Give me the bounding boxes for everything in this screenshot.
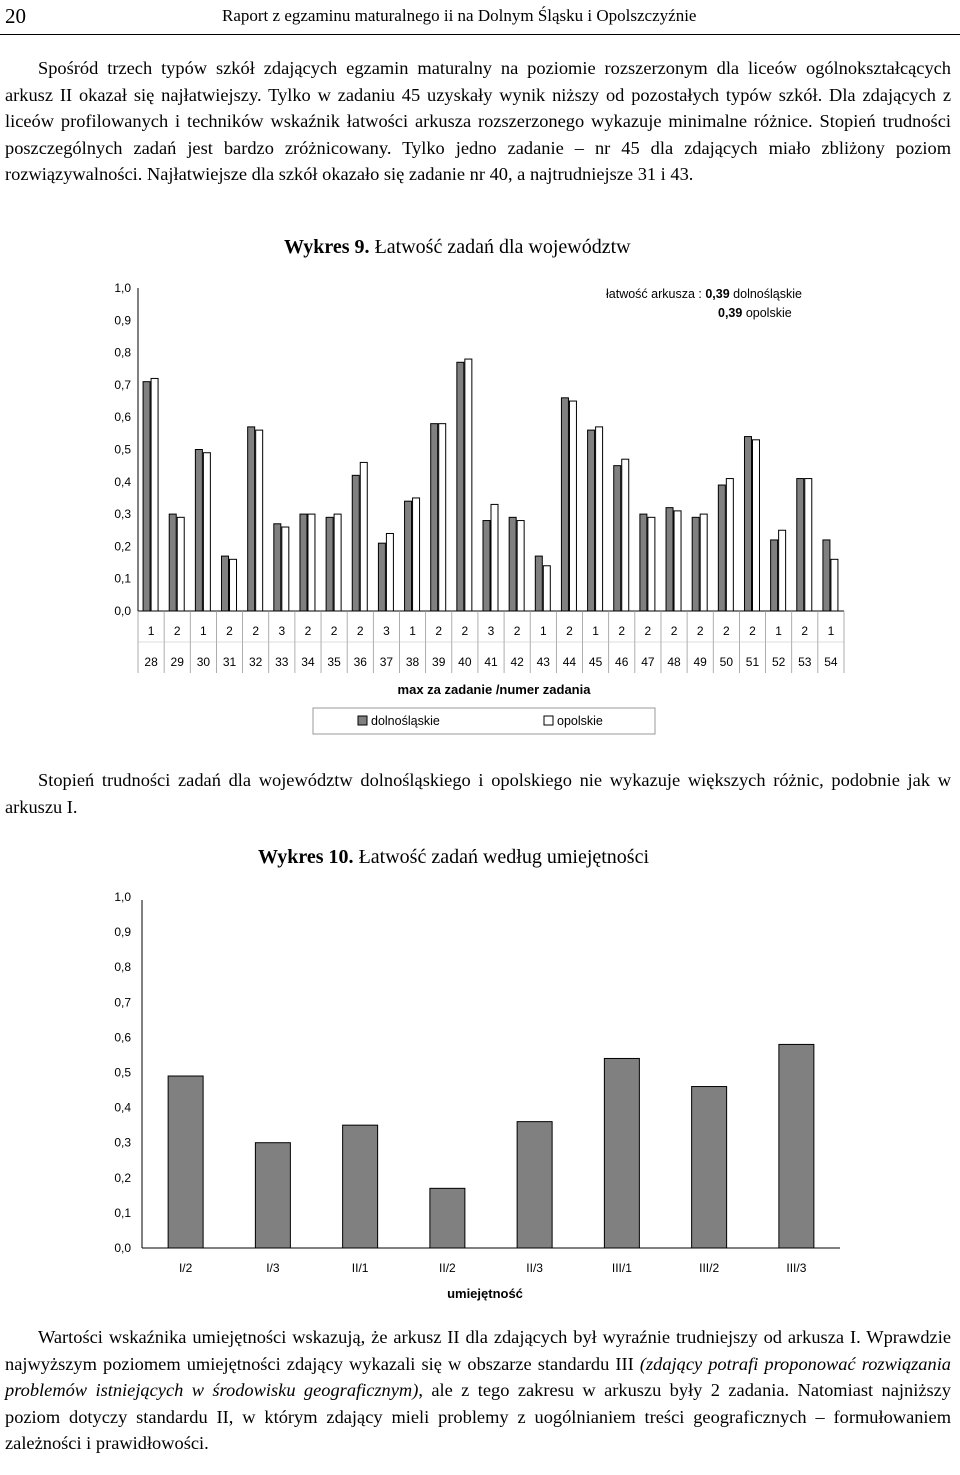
chart1-bar-dolnoslaskie (274, 524, 281, 611)
chart1-max-points-label: 2 (670, 624, 678, 638)
chart1-bar-opolskie (752, 440, 759, 611)
chart1-bar-opolskie (465, 359, 472, 611)
chart1-max-points-label: 1 (592, 624, 599, 638)
chart1-bar-dolnoslaskie (535, 556, 542, 611)
chart1-bar-dolnoslaskie (823, 540, 830, 611)
chart2-y-ticks (114, 890, 131, 1255)
chart1-task-number-label: 53 (798, 655, 812, 669)
chart1-bar-opolskie (648, 517, 655, 611)
chart2-figure (0, 880, 960, 1310)
paragraph-skills-part2: , ale z tego zakresu w arkuszu były 2 zadania. Natomiast najniższy poziom dotyczy standardu II, w którym zdający mieli problemy z uogólnianiem treści geograficznych – formułowaniem zależności i prawidłowości. (5, 1380, 952, 1453)
chart2-x-axis-title: umiejętność (447, 1286, 523, 1301)
chart1-bar-dolnoslaskie (692, 517, 699, 611)
legend-swatch-opolskie (544, 716, 553, 725)
chart2-x-tick-label: I/2 (178, 1261, 193, 1275)
chart1-max-points-label: 2 (252, 624, 260, 638)
chart1-task-number-label: 28 (144, 655, 158, 669)
chart1-bar-dolnoslaskie (300, 514, 307, 611)
chart1-task-number-label: 50 (719, 655, 734, 669)
chart1-bar-opolskie (779, 530, 786, 611)
chart2-x-labels (179, 1261, 807, 1275)
chart2-y-tick-label: 0,0 (114, 1241, 131, 1255)
chart1-max-points-label: 2 (173, 624, 181, 638)
chart1-bar-dolnoslaskie (378, 543, 385, 611)
chart1-max-points-label: 2 (696, 624, 704, 638)
chart1-bar-dolnoslaskie (143, 382, 150, 611)
chart1-task-number-label: 52 (771, 655, 786, 669)
chart1-bar-dolnoslaskie (326, 517, 333, 611)
chart1-task-number-label: 54 (824, 655, 838, 669)
legend-swatch-dolnoslaskie (358, 716, 367, 725)
paragraph-skills-part1: Wartości wskaźnika umiejętności wskazują, że arkusz II dla zdających był wyraźnie trudniejszy od arkusza I. Wprawdzie najwyższym poziomem umiejętności zdający wykazali się w obszarze standardu III (5, 1327, 951, 1374)
chart2-bar (517, 1122, 552, 1248)
chart1-bar-opolskie (413, 498, 420, 611)
chart1-bar-opolskie (282, 527, 289, 611)
chart1-y-tick-label: 0,7 (114, 377, 131, 392)
chart1-task-number-label: 35 (327, 655, 341, 669)
chart1-bar-opolskie (491, 504, 498, 611)
chart1-max-points-label: 2 (356, 624, 364, 638)
chart1-bar-opolskie (831, 559, 838, 611)
chart1-task-number-label: 30 (196, 655, 211, 669)
chart1-max-points-label: 2 (461, 624, 469, 638)
chart1-bar-opolskie (334, 514, 341, 611)
chart1-bar-dolnoslaskie (431, 424, 438, 611)
chart2-x-tick-label: III/2 (699, 1261, 720, 1275)
paragraph-regions-text: Stopień trudności zadań dla województw dolnośląskiego i opolskiego nie wykazuje większych różnic, podobnie jak w arkuszu I. (5, 770, 951, 817)
chart2-y-tick-label: 1,0 (114, 890, 131, 904)
chart1-y-tick-label: 0,8 (114, 345, 131, 360)
chart1-figure (0, 270, 960, 750)
chart1-task-number-label: 40 (458, 655, 472, 669)
running-header-title: Raport z egzaminu maturalnego ii na Dolnym Śląsku i Opolszczyźnie (222, 6, 697, 25)
chart1-max-points-label: 2 (330, 624, 338, 638)
chart1-max-points-label: 1 (200, 624, 207, 638)
chart1-bar-dolnoslaskie (744, 437, 751, 611)
chart1-bar-dolnoslaskie (614, 466, 621, 611)
chart1-bar-dolnoslaskie (509, 517, 516, 611)
chart1-bar-opolskie (386, 533, 393, 611)
chart1-max-points-label: 2 (618, 624, 626, 638)
chart2-bars (168, 1044, 814, 1248)
chart1-task-number-label: 34 (301, 655, 315, 669)
paragraph-regions (5, 767, 951, 820)
chart1-y-tick-label: 0,5 (114, 442, 131, 457)
chart1-bar-opolskie (726, 479, 733, 611)
chart1-bar-opolskie (674, 511, 681, 611)
chart1-bar-opolskie (543, 566, 550, 611)
chart1-max-points-label: 1 (827, 624, 835, 638)
chart2-y-tick-label: 0,5 (114, 1065, 131, 1080)
chart1-bar-opolskie (256, 430, 263, 611)
chart1-bar-dolnoslaskie (195, 450, 202, 612)
chart1-bar-dolnoslaskie (169, 514, 176, 611)
chart1-y-tick-label: 0,2 (114, 539, 131, 554)
chart1-task-number-label: 33 (275, 655, 289, 669)
chart1-bar-dolnoslaskie (718, 485, 725, 611)
chart1-task-number-label: 31 (222, 655, 237, 669)
chart1-y-tick-label: 0,3 (114, 507, 131, 522)
paragraph-skills (5, 1324, 951, 1457)
chart1-x-axis-title: max za zadanie /numer zadania (397, 682, 591, 697)
header-rule (0, 34, 960, 35)
chart1-bar-opolskie (177, 517, 184, 611)
paragraph-intro (5, 55, 951, 188)
chart2-bar (692, 1087, 727, 1248)
chart1-task-number-label: 29 (170, 655, 184, 669)
chart2-y-tick-label: 0,4 (114, 1100, 131, 1115)
legend-label-dolnoslaskie: dolnośląskie (371, 714, 440, 728)
chart1-bar-opolskie (569, 401, 576, 611)
chart1-bar-opolskie (596, 427, 603, 611)
chart1-task-number-label: 38 (405, 655, 420, 669)
chart1-caption (284, 236, 631, 259)
chart1-bar-opolskie (622, 459, 629, 611)
chart1-task-number-label: 41 (484, 655, 498, 669)
chart1-annotation-line2: 0,39 opolskie (718, 306, 792, 320)
chart2-caption-number: Wykres 10. (258, 846, 354, 868)
chart2-y-tick-label: 0,7 (114, 995, 131, 1010)
chart2-x-tick-label: III/3 (786, 1261, 807, 1275)
chart1-max-points-label: 3 (278, 624, 286, 638)
chart1-max-points-label: 2 (644, 624, 652, 638)
chart1-bar-opolskie (439, 424, 446, 611)
chart1-task-number-label: 43 (536, 655, 550, 669)
chart1-bar-dolnoslaskie (588, 430, 595, 611)
chart2-caption (258, 846, 649, 869)
chart1-annotation-line1: łatwość arkusza : 0,39 dolnośląskie (606, 287, 802, 301)
chart1-bar-dolnoslaskie (797, 479, 804, 611)
chart1-task-number-label: 44 (562, 655, 577, 669)
chart1-max-points-label: 1 (147, 624, 155, 638)
chart2-x-tick-label: II/3 (526, 1261, 543, 1275)
chart2-y-tick-label: 0,6 (114, 1030, 131, 1045)
chart1-y-tick-label: 0,1 (114, 571, 131, 586)
chart1-max-points-label: 3 (487, 624, 495, 638)
chart1-bar-opolskie (151, 378, 158, 611)
chart1-caption-number: Wykres 9. (284, 236, 370, 258)
chart1-bar-dolnoslaskie (222, 556, 229, 611)
chart1-y-tick-label: 0,4 (114, 474, 131, 489)
chart2-y-tick-label: 0,9 (114, 925, 131, 940)
chart1-max-points-label: 2 (801, 624, 809, 638)
chart2-x-tick-label: II/2 (439, 1261, 456, 1275)
chart1-y-tick-label: 1,0 (114, 281, 131, 295)
chart2-bar (168, 1076, 203, 1248)
chart2-bar (430, 1188, 465, 1248)
chart1-bar-dolnoslaskie (666, 508, 673, 611)
chart1-bar-dolnoslaskie (771, 540, 778, 611)
chart1-max-points-label: 1 (775, 624, 782, 638)
chart1-bar-dolnoslaskie (640, 514, 647, 611)
paragraph-intro-text: Spośród trzech typów szkół zdających egzamin maturalny na poziomie rozszerzonym dla liceów ogólnokształcących arkusz II okazał się najłatwiejszy. Tylko w zadaniu 45 uzyskały wynik niższy od pozostałych typów szkół. Dla zdających z liceów profilowanych i techników wskaźnik łatwości arkusza rozszerzonego wykazuje minimalne różnice. Stopień trudności poszczególnych zadań jest bardzo zróżnicowany. Tylko jedno zadanie – nr 45 dla zdających miało zbliżony poziom rozwiązywalności. Najłatwiejsze dla szkół okazało się zadanie nr 40, a najtrudniejsze 31 i 43. (5, 58, 951, 184)
chart1-bar-opolskie (700, 514, 707, 611)
chart1-bar-opolskie (805, 479, 812, 611)
chart1-y-tick-label: 0,0 (114, 604, 131, 618)
chart1-max-points-label: 3 (383, 624, 390, 638)
chart1-task-number-label: 42 (510, 655, 524, 669)
chart1-task-number-label: 32 (248, 655, 263, 669)
chart1-task-number-label: 36 (353, 655, 367, 669)
chart1-bar-opolskie (308, 514, 315, 611)
chart2-y-tick-label: 0,2 (114, 1170, 131, 1185)
chart1-y-tick-label: 0,6 (114, 410, 131, 425)
chart1-y-ticks (114, 281, 131, 618)
chart1-max-points-label: 2 (722, 624, 730, 638)
chart1-max-points-label: 2 (226, 624, 233, 638)
chart1-bar-dolnoslaskie (352, 475, 359, 611)
chart1-bar-dolnoslaskie (483, 521, 490, 611)
chart1-task-number-label: 37 (379, 655, 394, 669)
chart1-max-points-label: 2 (749, 624, 756, 638)
chart1-max-points-label: 2 (513, 624, 521, 638)
chart2-y-tick-label: 0,8 (114, 960, 131, 975)
chart1-task-number-label: 45 (588, 655, 603, 669)
chart1-task-number-label: 49 (693, 655, 707, 669)
chart1-max-points-label: 1 (409, 624, 416, 638)
chart1-task-number-label: 46 (615, 655, 629, 669)
chart1-bar-opolskie (517, 521, 524, 611)
chart1-max-points-label: 2 (304, 624, 312, 638)
chart2-caption-text: Łatwość zadań według umiejętności (353, 846, 650, 868)
chart2-x-tick-label: II/1 (351, 1261, 369, 1275)
chart2-y-tick-label: 0,3 (114, 1135, 131, 1150)
chart1-task-number-label: 47 (641, 655, 655, 669)
chart2-bar (343, 1125, 378, 1248)
chart2-x-tick-label: III/1 (611, 1261, 632, 1275)
legend-label-opolskie: opolskie (557, 714, 603, 728)
chart2-x-tick-label: I/3 (266, 1261, 280, 1275)
chart1-max-points-label: 2 (566, 624, 573, 638)
chart1-y-tick-label: 0,9 (114, 313, 131, 328)
chart1-bar-dolnoslaskie (561, 398, 568, 611)
chart1-task-number-label: 48 (667, 655, 681, 669)
chart1-bar-dolnoslaskie (405, 501, 412, 611)
paragraph-skills-text (5, 1324, 951, 1457)
chart1-max-points-label: 2 (435, 624, 443, 638)
chart1-max-points-label: 1 (539, 624, 547, 638)
chart2-bar (255, 1143, 290, 1248)
chart1-task-number-label: 51 (745, 655, 760, 669)
chart2-bar (604, 1058, 639, 1248)
chart1-bar-dolnoslaskie (457, 362, 464, 611)
page-number: 20 (5, 4, 26, 28)
chart1-caption-text: Łatwość zadań dla województw (369, 236, 631, 258)
paragraph-skills-italic: (zdający potrafi proponować rozwiązania problemów istniejących w środowisku geograficznym) (5, 1353, 951, 1400)
chart1-bar-dolnoslaskie (248, 427, 255, 611)
chart2-bar (779, 1044, 814, 1248)
chart1-bar-opolskie (230, 559, 237, 611)
chart1-bar-opolskie (360, 462, 367, 611)
chart2-y-tick-label: 0,1 (114, 1205, 131, 1220)
chart1-bar-opolskie (203, 453, 210, 611)
chart1-task-number-label: 39 (432, 655, 446, 669)
